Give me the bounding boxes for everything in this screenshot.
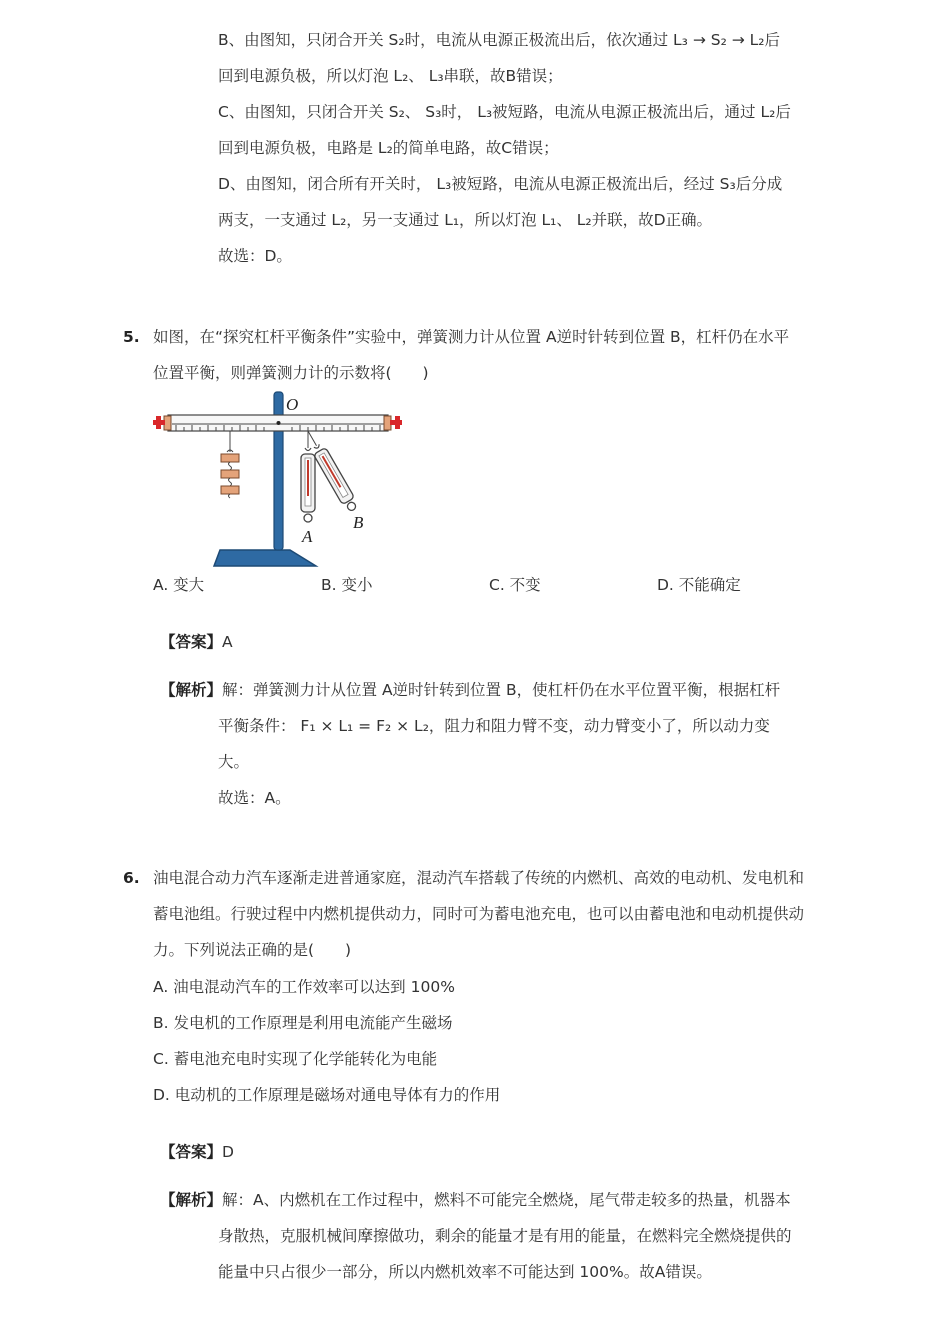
analysis-line-2: 平衡条件： F₁ × L₁ = F₂ × L₂，阻力和阻力臂不变，动力臂变小了，所以动力变 <box>218 717 770 735</box>
label-a: A <box>302 527 313 546</box>
answer-row <box>160 631 233 653</box>
left-knob <box>153 416 165 429</box>
question-number: 6. <box>123 869 140 887</box>
question-stem-line-3: 力。下列说法正确的是( ) <box>153 941 352 959</box>
prev-line-2: 回到电源负极，所以灯泡 L₂、 L₃串联，故B错误； <box>218 67 563 85</box>
lever-figure <box>150 390 410 570</box>
prev-line-4: 回到电源负极，电路是 L₂的简单电路，故C错误； <box>218 139 559 157</box>
answer-value: A <box>222 633 233 651</box>
option-d[interactable]: D. 不能确定 <box>657 576 741 594</box>
option-b[interactable]: B. 变小 <box>321 576 373 594</box>
answer-row <box>160 1141 234 1163</box>
spring-scale-a <box>301 431 315 522</box>
option-a[interactable]: A. 油电混动汽车的工作效率可以达到 100% <box>153 978 455 996</box>
analysis-line-4: 故选：A。 <box>218 789 291 807</box>
pivot-point <box>277 421 281 425</box>
right-knob <box>390 416 402 429</box>
analysis-tag: 【解析】 <box>160 681 223 699</box>
label-o: O <box>286 395 299 414</box>
option-d[interactable]: D. 电动机的工作原理是磁场对通电导体有力的作用 <box>153 1086 501 1104</box>
hanging-weights <box>221 431 239 498</box>
analysis-line-3: 能量中只占很少一部分，所以内燃机效率不可能达到 100%。故A错误。 <box>218 1263 712 1281</box>
label-b: B <box>353 513 364 532</box>
left-balance-nut <box>164 416 171 430</box>
question-stem-line-1: 油电混合动力汽车逐渐走进普通家庭，混动汽车搭载了传统的内燃机、高效的电动机、发电机和 <box>153 869 805 887</box>
option-c[interactable]: C. 不变 <box>489 576 541 594</box>
option-b[interactable]: B. 发电机的工作原理是利用电流能产生磁场 <box>153 1014 453 1032</box>
answer-tag: 【答案】 <box>160 1143 223 1161</box>
analysis-line-2: 身散热，克服机械间摩擦做功，剩余的能量才是有用的能量，在燃料完全燃烧提供的 <box>218 1227 792 1245</box>
question-number: 5. <box>123 328 140 346</box>
answer-value: D <box>222 1143 234 1161</box>
prev-line-5: D、由图知，闭合所有开关时， L₃被短路，电流从电源正极流出后，经过 S₃后分成 <box>218 175 783 193</box>
prev-line-3: C、由图知，只闭合开关 S₂、 S₃时， L₃被短路，电流从电源正极流出后，通过 L₂后 <box>218 103 791 121</box>
question-stem-line-2: 蓄电池组。行驶过程中内燃机提供动力，同时可为蓄电池充电，也可以由蓄电池和电动机提供动 <box>153 905 805 923</box>
prev-line-7: 故选：D。 <box>218 247 292 265</box>
option-c[interactable]: C. 蓄电池充电时实现了化学能转化为电能 <box>153 1050 438 1068</box>
question-stem-line-1: 如图，在“探究杠杆平衡条件”实验中，弹簧测力计从位置 A逆时针转到位置 B，杠杆仍在水平 <box>153 328 790 346</box>
analysis-row <box>160 679 780 701</box>
answer-tag: 【答案】 <box>160 633 223 651</box>
analysis-row <box>160 1189 791 1211</box>
question-stem-line-2: 位置平衡，则弹簧测力计的示数将( ) <box>153 364 429 382</box>
analysis-line-3: 大。 <box>218 753 250 771</box>
analysis-tag: 【解析】 <box>160 1191 223 1209</box>
analysis-line-1: 解：A、内燃机在工作过程中，燃料不可能完全燃烧，尾气带走较多的热量，机器本 <box>222 1191 791 1209</box>
right-balance-nut <box>384 416 391 430</box>
stand-base <box>214 550 316 566</box>
analysis-line-1: 解：弹簧测力计从位置 A逆时针转到位置 B，使杠杆仍在水平位置平衡，根据杠杆 <box>222 681 781 699</box>
prev-line-6: 两支，一支通过 L₂，另一支通过 L₁，所以灯泡 L₁、 L₂并联，故D正确。 <box>218 211 713 229</box>
option-a[interactable]: A. 变大 <box>153 576 205 594</box>
prev-line-1: B、由图知，只闭合开关 S₂时，电流从电源正极流出后，依次通过 L₃ → S₂ → L₂后 <box>218 31 780 49</box>
